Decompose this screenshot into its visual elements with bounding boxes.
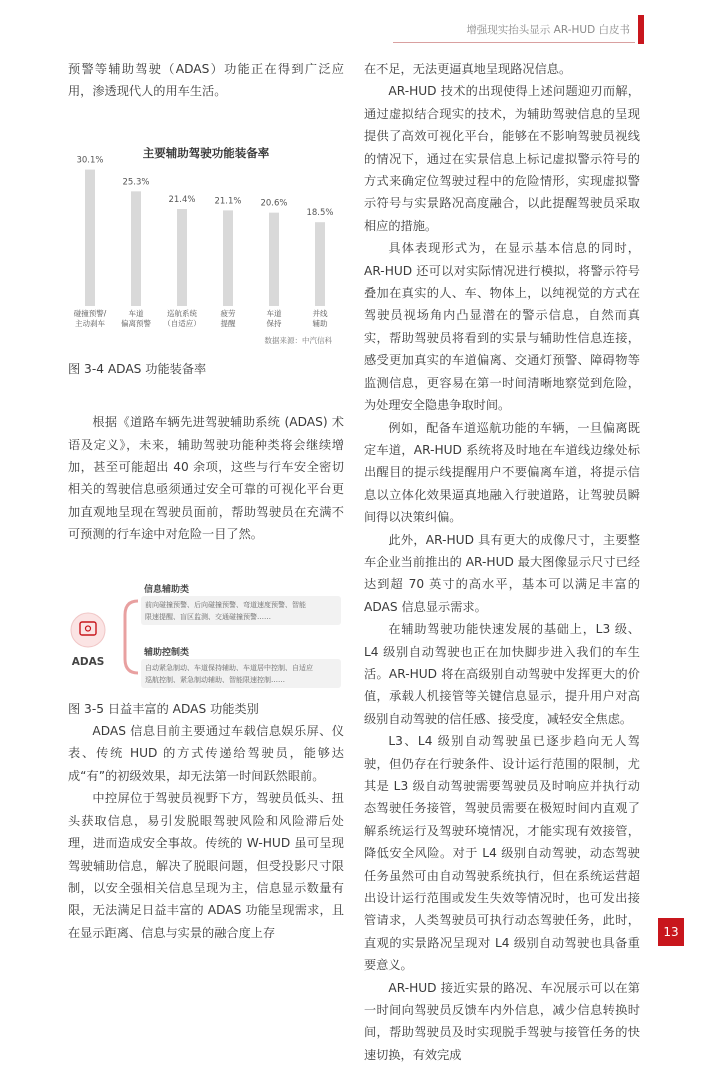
right-paragraph-5: 此外，AR-HUD 具有更大的成像尺寸，主要整车企业当前推出的 AR-HUD 最大图像显示尺寸已经达到超 70 英寸的高水平，基本可以满足丰富的 ADAS 信息显示需求。 <box>364 532 640 614</box>
adas-category-diagram <box>68 573 344 698</box>
chart-value-label: 30.1% <box>76 155 104 166</box>
chart-bar <box>269 212 279 305</box>
right-paragraph-8: AR-HUD 接近实景的路况、车况展示可以在第一时间向驾驶员反馈车内外信息，减少信息转换时间，帮助驾驶员及时实现脱手驾驶与接管任务的快速切换，有效完成 <box>364 980 640 1062</box>
right-paragraph-6: 在辅助驾驶功能快速发展的基础上，L3 级、L4 级别自动驾驶也正在加快脚步进入我们的车生活。AR-HUD 将在高级别自动驾驶中发挥更大的价值，承载人机接管等关键信息显示，提升用户对高级别自动驾驶的信任感、接受度，减轻安全焦虑。 <box>364 622 640 726</box>
figure-3-5-caption: 图 3-5 日益丰富的 ADAS 功能类别 <box>68 701 259 716</box>
chart-bar <box>131 191 141 306</box>
chart-category-label: （自适应） <box>163 318 201 328</box>
chart-category-label: 提醒 <box>220 318 236 328</box>
chart-bar <box>223 210 233 306</box>
right-paragraph-3: 具体表现形式为，在显示基本信息的同时，AR-HUD 还可以对实际情况进行模拟，将警示符号叠加在真实的人、车、物体上，以纯视觉的方式在驾驶员视场角内凸显潜在的警示信息，自然而真实，帮助驾驶员将看到的实景与辅助性信息连接，感受更加真实的车道偏离、交通灯预警、障碍物等监测信息，更容易在第一时间清晰地察觉到危险，为处理安全隐患争取时间。 <box>364 241 640 413</box>
chart-category-label: 碰撞预警/ <box>73 308 107 318</box>
right-paragraph-7: L3、L4 级别自动驾驶虽已逐步趋向无人驾驶，但仍存在行驶条件、设计运行范围的限制，尤其是 L3 级自动驾驶需要驾驶员及时响应并执行动态驾驶任务接管，驾驶员需要在极短时间内直观了解系统运行及驾驶环境情况，才能实现有效接管，降低安全风险。对于 L4 级别自动驾驶，动态驾驶任务虽然可由自动驾驶系统执行，但在系统运营超出设计运行范围或发生失效等情况时，也可发出接管请求，人类驾驶员可执行动态驾驶任务，此时，直观的实景路况呈现对 L4 级别自动驾驶也具备重要意义。 <box>364 734 640 973</box>
chart-category-label: 车道 <box>128 308 144 318</box>
chart-value-label: 20.6% <box>260 198 288 209</box>
adas-chart <box>68 133 344 358</box>
diagram-svg <box>68 573 344 698</box>
info-assist-title: 信息辅助类 <box>144 584 190 595</box>
right-paragraph-2: AR-HUD 技术的出现使得上述问题迎刃而解，通过虚拟结合现实的技术，为辅助驾驶信息的呈现提供了高效可视化平台，能够在不影响驾驶员视线的情况下，通过在实景信息上标记虚拟警示符号的方式来确定位驾驶过程中的危险情形，实现虚拟警示符号与实景路况高度融合，以此提醒驾驶员采取相应的措施。 <box>364 84 640 233</box>
chart-category-label: 辅助 <box>312 318 328 328</box>
info-assist-text-2: 限速提醒、盲区监测、交通碰撞预警…… <box>145 612 271 621</box>
right-paragraph-1: 在不足，无法更逼真地呈现路况信息。 <box>364 62 572 76</box>
chart-title: 主要辅助驾驶功能装备率 <box>142 145 270 160</box>
chart-category-label: 主动刹车 <box>75 318 105 328</box>
left-paragraph-4: 中控屏位于驾驶员视野下方，驾驶员低头、扭头获取信息，易引发脱眼驾驶风险和风险滞后处理，进而造成安全事故。传统的 W-HUD 虽可呈现驾驶辅助信息，解决了脱眼问题，但受投影尺寸限制，以安全强相关信息呈现为主，信息显示数量有限，无法满足日益丰富的 ADAS 功能呈现需求，且在显示距离、信息与实景的融合度上存 <box>68 791 344 940</box>
info-assist-text-1: 前向碰撞预警、后向碰撞预警、弯道速度预警、智能 <box>145 600 306 609</box>
figure-3-4-caption: 图 3-4 ADAS 功能装备率 <box>68 361 207 376</box>
control-assist-text-1: 自动紧急制动、车道保持辅助、车道居中控制、自适应 <box>145 663 313 672</box>
chart-value-label: 18.5% <box>306 207 334 218</box>
chart-source-note: 数据来源：中汽信科 <box>264 335 332 345</box>
chart-category-label: 并线 <box>312 308 328 318</box>
control-assist-text-2: 巡航控制、紧急制动辅助、智能限速控制…… <box>145 675 285 684</box>
left-paragraph-2: 根据《道路车辆先进驾驶辅助系统 (ADAS) 术语及定义》，未来，辅助驾驶功能种类将会继续增加，甚至可能超出 40 余项，这些与行车安全密切相关的驾驶信息亟须通过安全可靠的可视化平台更加直观地呈现在驾驶员面前，帮助驾驶员在充满不可预测的行车途中对危险一目了然。 <box>68 415 344 542</box>
chart-bar <box>315 222 325 306</box>
header-accent-bar <box>638 15 644 44</box>
right-column <box>364 58 640 1066</box>
chart-bar <box>85 169 95 305</box>
chart-value-label: 21.4% <box>168 194 196 205</box>
chart-category-label: 偏离预警 <box>121 318 151 328</box>
chart-bar <box>177 209 187 306</box>
page-number: 13 <box>658 918 684 946</box>
left-paragraph-3: ADAS 信息目前主要通过车载信息娱乐屏、仪表、传统 HUD 的方式传递给驾驶员，能够达成“有”的初级效果，却无法第一时间跃然眼前。 <box>68 724 344 783</box>
header-rule <box>393 42 635 43</box>
chart-category-label: 保持 <box>266 318 282 328</box>
chart-category-label: 疲劳 <box>220 308 236 318</box>
right-paragraph-4: 例如，配备车道巡航功能的车辆，一旦偏离既定车道，AR-HUD 系统将及时地在车道线边缘处标出醒目的提示线提醒用户不要偏离车道，将提示信息以立体化效果逼真地融入行驶道路，让驾驶员瞬间得以决策纠偏。 <box>364 420 640 525</box>
header-title: 增强现实抬头显示 AR-HUD 白皮书 <box>466 24 630 36</box>
left-column <box>68 58 344 944</box>
chart-category-label: 巡航系统 <box>167 308 197 318</box>
control-assist-title: 辅助控制类 <box>144 647 190 658</box>
chart-category-label: 车道 <box>266 308 282 318</box>
chart-value-label: 25.3% <box>122 177 150 188</box>
adas-label: ADAS <box>71 655 105 668</box>
adas-icon-circle <box>71 613 105 647</box>
chart-value-label: 21.1% <box>214 196 242 207</box>
chart-svg <box>68 133 344 358</box>
left-paragraph-1: 预警等辅助驾驶（ADAS）功能正在得到广泛应用，渗透现代人的用车生活。 <box>68 62 344 99</box>
diagram-bracket <box>125 601 138 673</box>
